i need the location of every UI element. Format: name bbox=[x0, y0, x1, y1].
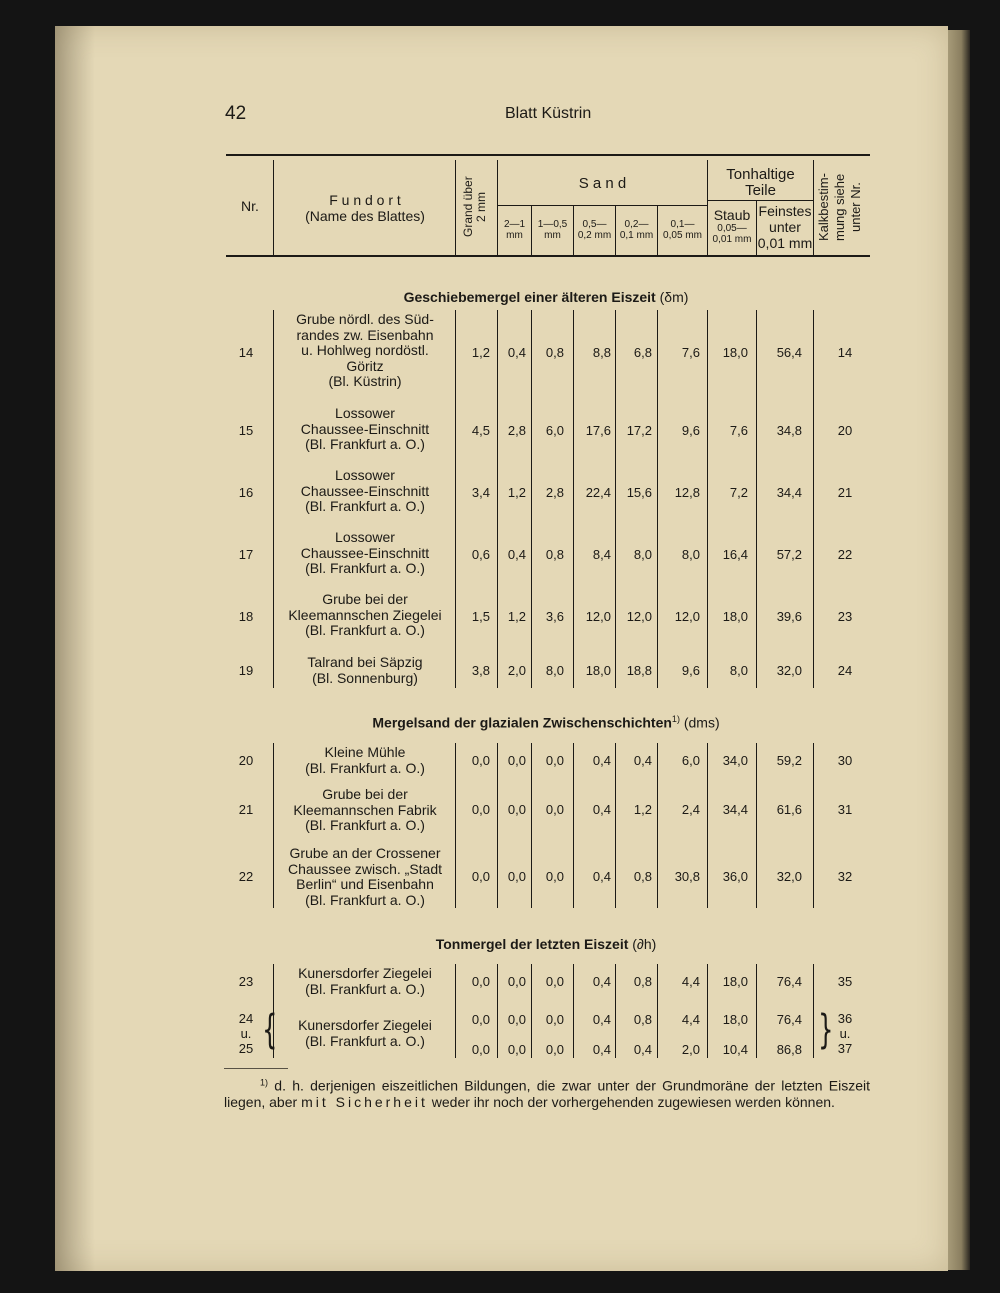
sand-col-header-unit: 0,1 mm bbox=[619, 230, 654, 241]
row-nr: 14 bbox=[238, 345, 254, 360]
col-tonhaltige-header-line-2: Teile bbox=[745, 182, 776, 199]
right-brace-icon: } bbox=[818, 1007, 834, 1053]
fundort-line: Kunersdorfer Ziegelei bbox=[298, 965, 432, 981]
value-cell: 0,0 bbox=[471, 753, 490, 768]
value-cell: 3,8 bbox=[471, 663, 490, 678]
section-title-geschiebemergel bbox=[226, 289, 866, 305]
value-cell: 0,0 bbox=[545, 869, 564, 884]
value-cell: 0,0 bbox=[507, 802, 526, 817]
value-cell: 1,2 bbox=[633, 802, 652, 817]
section-title-suffix: (∂h) bbox=[632, 936, 657, 952]
value-cell: 9,6 bbox=[681, 423, 700, 438]
fundort-line: Chaussee zwisch. „Stadt bbox=[287, 860, 443, 877]
row-fundort bbox=[276, 846, 454, 908]
left-brace-icon: { bbox=[262, 1007, 278, 1053]
fundort-line: Chaussee-Einschnitt bbox=[300, 420, 430, 437]
row-nr-connector: u. bbox=[240, 1026, 252, 1041]
value-cell: 1,5 bbox=[471, 609, 490, 624]
value-cell: 7,6 bbox=[681, 345, 700, 360]
footnote-mark: 1) bbox=[260, 1077, 269, 1087]
value-cell: 34,4 bbox=[776, 485, 802, 500]
col-staub-header-unit: 0,01 mm bbox=[712, 234, 752, 245]
fundort-line: Kunersdorfer Ziegelei bbox=[298, 1017, 432, 1033]
value-cell: 0,4 bbox=[592, 974, 611, 989]
sand-col-header-range: 0,1— bbox=[670, 219, 695, 230]
col-kalk-header bbox=[816, 160, 868, 254]
value-cell: 6,0 bbox=[545, 423, 564, 438]
fundort-line: (Bl. Frankfurt a. O.) bbox=[305, 817, 425, 833]
row-nr: 25 bbox=[238, 1041, 254, 1056]
column-rule bbox=[273, 310, 274, 688]
fundort-line: Chaussee-Einschnitt bbox=[300, 544, 430, 561]
value-cell: 0,8 bbox=[633, 1011, 652, 1027]
row-nr: 15 bbox=[238, 423, 254, 438]
kalk-ref: 22 bbox=[837, 547, 853, 562]
value-cell: 0,4 bbox=[592, 1011, 611, 1027]
value-cell: 0,8 bbox=[545, 345, 564, 360]
value-cell: 2,0 bbox=[507, 663, 526, 678]
fundort-line: Grube nördl. des Süd- bbox=[296, 311, 434, 327]
value-cell: 6,0 bbox=[681, 753, 700, 768]
value-cell: 12,0 bbox=[626, 609, 652, 624]
col-tonhaltige-header-line-1: Tonhaltige bbox=[726, 166, 795, 183]
footnote bbox=[224, 1074, 870, 1110]
value-cell: 32,0 bbox=[776, 869, 802, 884]
value-cell: 18,0 bbox=[722, 974, 748, 989]
kalk-ref: 21 bbox=[837, 485, 853, 500]
value-cell: 18,0 bbox=[722, 1011, 748, 1027]
fundort-line: Kleemannschen Fabrik bbox=[293, 801, 437, 818]
value-cell: 3,6 bbox=[545, 609, 564, 624]
footnote-text: weder ihr noch der vorhergehenden zugewiesen werden können. bbox=[431, 1093, 835, 1110]
row-nr: 19 bbox=[238, 663, 254, 678]
kalk-ref: 35 bbox=[837, 974, 853, 989]
sand-col-header bbox=[616, 219, 657, 241]
value-cell: 0,4 bbox=[633, 753, 652, 768]
kalk-ref: 36 bbox=[837, 1011, 853, 1026]
value-cell: 2,0 bbox=[681, 1041, 700, 1057]
fundort-line: Kleemannschen Ziegelei bbox=[288, 606, 442, 623]
value-cell: 39,6 bbox=[776, 609, 802, 624]
value-cell: 17,2 bbox=[626, 423, 652, 438]
footnote-emphasis: mit Sicherheit bbox=[301, 1093, 428, 1110]
sand-col-header-range: 1—0,5 bbox=[537, 219, 568, 230]
fundort-line: Kleine Mühle bbox=[324, 744, 406, 760]
row-fundort bbox=[276, 745, 454, 776]
col-fundort-header-line-2: (Name des Blattes) bbox=[305, 208, 425, 224]
value-cell: 18,0 bbox=[722, 609, 748, 624]
value-cell: 34,4 bbox=[722, 802, 748, 817]
value-cell: 0,4 bbox=[592, 1041, 611, 1057]
col-fundort-header-line-1: F u n d o r t bbox=[329, 192, 401, 208]
sand-col-header-unit: 0,2 mm bbox=[577, 230, 612, 241]
value-cell: 61,6 bbox=[776, 802, 802, 817]
value-cell: 0,0 bbox=[545, 974, 564, 989]
head-divider bbox=[273, 160, 274, 255]
value-cell: 76,4 bbox=[776, 1011, 802, 1027]
value-cell: 36,0 bbox=[722, 869, 748, 884]
col-feinstes-header bbox=[757, 203, 813, 251]
value-cell: 6,8 bbox=[633, 345, 652, 360]
col-grand-header bbox=[462, 164, 494, 250]
value-cell: 4,4 bbox=[681, 1011, 700, 1027]
column-rule bbox=[813, 743, 814, 908]
value-cell: 9,6 bbox=[681, 663, 700, 678]
fundort-line: Grube bei der bbox=[322, 591, 408, 607]
table-top-rule bbox=[226, 154, 870, 156]
row-nr: 24 bbox=[238, 1011, 254, 1026]
row-fundort bbox=[276, 406, 454, 453]
fundort-line: (Bl. Frankfurt a. O.) bbox=[305, 498, 425, 514]
fundort-line: (Bl. Frankfurt a. O.) bbox=[305, 980, 425, 997]
value-cell: 8,0 bbox=[545, 663, 564, 678]
kalk-ref: 30 bbox=[837, 753, 853, 768]
column-rule bbox=[273, 743, 274, 908]
value-cell: 86,8 bbox=[776, 1041, 802, 1057]
col-feinstes-header-line-2: unter bbox=[769, 219, 801, 235]
value-cell: 4,5 bbox=[471, 423, 490, 438]
fundort-line: Göritz bbox=[346, 357, 384, 374]
col-tonhaltige-header bbox=[708, 167, 813, 199]
kalk-ref: 32 bbox=[837, 869, 853, 884]
value-cell: 0,0 bbox=[471, 802, 490, 817]
running-title: Blatt Küstrin bbox=[505, 105, 592, 122]
kalk-ref: 14 bbox=[837, 345, 853, 360]
footnote-reference: 1 bbox=[671, 714, 677, 724]
page-binding-shadow bbox=[55, 26, 95, 1271]
col-fundort-header bbox=[276, 192, 454, 224]
value-cell: 2,8 bbox=[545, 485, 564, 500]
fundort-line: Lossower bbox=[335, 405, 395, 421]
page-edge bbox=[948, 30, 970, 1270]
value-cell: 0,8 bbox=[633, 869, 652, 884]
table-head-bottom-rule bbox=[226, 255, 870, 257]
value-cell: 0,6 bbox=[471, 547, 490, 562]
row-nr: 18 bbox=[238, 609, 254, 624]
fundort-line: Lossower bbox=[335, 529, 395, 545]
fundort-line: Lossower bbox=[335, 467, 395, 483]
fundort-line: Grube bei der bbox=[322, 786, 408, 802]
value-cell: 1,2 bbox=[507, 609, 526, 624]
kalk-ref-group bbox=[830, 1011, 860, 1056]
value-cell: 12,0 bbox=[674, 609, 700, 624]
fundort-line: Berlin“ und Eisenbahn bbox=[296, 876, 434, 892]
fundort-line: Talrand bei Säpzig bbox=[307, 654, 423, 670]
col-kalk-header-line-1: Kalkbestim- bbox=[816, 173, 831, 241]
value-cell: 0,8 bbox=[633, 974, 652, 989]
sand-col-header bbox=[532, 219, 573, 241]
value-cell: 57,2 bbox=[776, 547, 802, 562]
value-cell: 30,8 bbox=[674, 869, 700, 884]
value-cell: 0,0 bbox=[507, 1041, 526, 1057]
fundort-line: u. Hohlweg nordöstl. bbox=[301, 342, 429, 358]
head-divider bbox=[455, 160, 456, 255]
section-title-text: Tonmergel der letzten Eiszeit bbox=[435, 936, 629, 952]
col-staub-header-label: Staub bbox=[713, 207, 751, 223]
value-cell: 18,8 bbox=[626, 663, 652, 678]
head-divider bbox=[813, 160, 814, 255]
sand-col-header bbox=[658, 219, 707, 241]
value-cell: 7,6 bbox=[729, 423, 748, 438]
value-cell: 0,8 bbox=[545, 547, 564, 562]
section-title-text: Mergelsand der glazialen Zwischenschichten bbox=[372, 714, 672, 731]
col-nr-header: Nr. bbox=[241, 198, 259, 214]
column-rule bbox=[813, 310, 814, 688]
kalk-ref: 23 bbox=[837, 609, 853, 624]
col-grand-header-line-1: Grand über bbox=[461, 176, 475, 238]
value-cell: 8,0 bbox=[681, 547, 700, 562]
page-number: 42 bbox=[225, 103, 247, 124]
section-title-text: Geschiebemergel einer älteren Eiszeit bbox=[403, 289, 656, 305]
sand-col-header bbox=[498, 219, 531, 241]
row-nr: 17 bbox=[238, 547, 254, 562]
value-cell: 4,4 bbox=[681, 974, 700, 989]
row-fundort bbox=[276, 468, 454, 515]
value-cell: 8,0 bbox=[729, 663, 748, 678]
value-cell: 0,0 bbox=[507, 869, 526, 884]
value-cell: 0,0 bbox=[507, 753, 526, 768]
value-cell: 34,0 bbox=[722, 753, 748, 768]
section-title-suffix: (δm) bbox=[659, 289, 689, 305]
value-cell: 8,0 bbox=[633, 547, 652, 562]
row-fundort bbox=[276, 655, 454, 686]
kalk-ref-connector: u. bbox=[839, 1026, 851, 1041]
fundort-line: (Bl. Frankfurt a. O.) bbox=[305, 436, 425, 452]
fundort-line: (Bl. Küstrin) bbox=[328, 373, 402, 389]
group-fundort bbox=[276, 1018, 454, 1049]
ton-subheader-rule bbox=[708, 200, 813, 201]
value-cell: 15,6 bbox=[626, 485, 652, 500]
fundort-line: (Bl. Frankfurt a. O.) bbox=[305, 622, 425, 638]
row-fundort bbox=[276, 312, 454, 390]
footnote-text: d. h. derjenigen eiszeitlichen Bildungen, die zwar unter der Grundmoräne der letzten Eiszeit liegen, aber bbox=[224, 1077, 871, 1110]
sand-col-header-unit: mm bbox=[506, 230, 523, 241]
value-cell: 76,4 bbox=[776, 974, 802, 989]
sand-col-header-range: 0,2— bbox=[624, 219, 649, 230]
sand-col-header-unit: mm bbox=[544, 230, 561, 241]
sand-col-header-range: 2—1 bbox=[503, 219, 526, 230]
value-cell: 18,0 bbox=[585, 663, 611, 678]
value-cell: 0,4 bbox=[633, 1041, 652, 1057]
row-nr: 16 bbox=[238, 485, 254, 500]
fundort-line: (Bl. Frankfurt a. O.) bbox=[305, 560, 425, 576]
value-cell: 12,8 bbox=[674, 485, 700, 500]
kalk-ref: 24 bbox=[837, 663, 853, 678]
section-title-mergelsand: Mergelsand der glazialen Zwischenschichten$^{1)}$ (dms) bbox=[372, 714, 720, 731]
value-cell: 0,0 bbox=[471, 869, 490, 884]
value-cell: 16,4 bbox=[722, 547, 748, 562]
row-fundort bbox=[276, 530, 454, 577]
value-cell: 8,8 bbox=[592, 345, 611, 360]
value-cell: 0,0 bbox=[545, 753, 564, 768]
value-cell: 0,4 bbox=[507, 345, 526, 360]
fundort-line: (Bl. Sonnenburg) bbox=[312, 669, 418, 686]
fundort-line: randes zw. Eisenbahn bbox=[296, 326, 434, 343]
row-nr: 21 bbox=[238, 802, 254, 817]
fundort-line: Chaussee-Einschnitt bbox=[300, 482, 430, 499]
value-cell: 56,4 bbox=[776, 345, 802, 360]
sand-col-header-unit: 0,05 mm bbox=[663, 230, 702, 241]
sand-col-header bbox=[574, 219, 615, 241]
value-cell: 17,6 bbox=[585, 423, 611, 438]
col-kalk-header-line-2: mung siehe bbox=[832, 173, 847, 241]
fundort-line: (Bl. Frankfurt a. O.) bbox=[305, 759, 425, 776]
value-cell: 32,0 bbox=[776, 663, 802, 678]
value-cell: 59,2 bbox=[776, 753, 802, 768]
col-grand-header-line-2: 2 mm bbox=[474, 192, 488, 222]
kalk-ref: 20 bbox=[837, 423, 853, 438]
col-kalk-header-line-3: unter Nr. bbox=[848, 182, 863, 232]
value-cell: 0,4 bbox=[592, 753, 611, 768]
footnote-rule bbox=[224, 1068, 288, 1069]
row-nr-group bbox=[236, 1011, 256, 1056]
value-cell: 22,4 bbox=[585, 485, 611, 500]
section-title-tonmergel bbox=[226, 936, 866, 952]
value-cell: 34,8 bbox=[776, 423, 802, 438]
row-fundort bbox=[276, 592, 454, 639]
row-fundort bbox=[276, 966, 454, 997]
row-nr: 20 bbox=[238, 753, 254, 768]
col-staub-header-range: 0,05— bbox=[717, 223, 747, 234]
col-feinstes-header-line-3: 0,01 mm bbox=[757, 235, 813, 251]
kalk-ref: 31 bbox=[837, 802, 853, 817]
value-cell: 1,2 bbox=[507, 485, 526, 500]
value-cell: 1,2 bbox=[471, 345, 490, 360]
value-cell: 0,0 bbox=[507, 1011, 526, 1027]
value-cell: 0,0 bbox=[545, 1011, 564, 1027]
value-cell: 0,0 bbox=[471, 1011, 490, 1027]
value-cell: 0,0 bbox=[545, 802, 564, 817]
value-cell: 8,4 bbox=[592, 547, 611, 562]
col-sand-header: S a n d bbox=[578, 175, 627, 192]
value-cell: 12,0 bbox=[585, 609, 611, 624]
value-cell: 2,8 bbox=[507, 423, 526, 438]
value-cell: 0,0 bbox=[507, 974, 526, 989]
kalk-ref: 37 bbox=[837, 1041, 853, 1056]
value-cell: 0,4 bbox=[592, 802, 611, 817]
row-nr: 22 bbox=[238, 869, 254, 884]
value-cell: 2,4 bbox=[681, 802, 700, 817]
value-cell: 0,0 bbox=[471, 974, 490, 989]
row-fundort bbox=[276, 787, 454, 834]
value-cell: 0,4 bbox=[507, 547, 526, 562]
value-cell: 10,4 bbox=[722, 1041, 748, 1057]
sand-subheader-rule bbox=[498, 205, 708, 206]
column-rule bbox=[813, 964, 814, 1058]
sand-col-header-range: 0,5— bbox=[582, 219, 607, 230]
row-nr: 23 bbox=[238, 974, 254, 989]
col-feinstes-header-line-1: Feinstes bbox=[758, 203, 812, 219]
value-cell: 0,0 bbox=[471, 1041, 490, 1057]
value-cell: 7,2 bbox=[729, 485, 748, 500]
value-cell: 3,4 bbox=[471, 485, 490, 500]
fundort-line: (Bl. Frankfurt a. O.) bbox=[305, 1032, 425, 1049]
fundort-line: Grube an der Crossener bbox=[289, 845, 441, 861]
value-cell: 0,0 bbox=[545, 1041, 564, 1057]
value-cell: 0,4 bbox=[592, 869, 611, 884]
col-staub-header bbox=[708, 207, 756, 245]
fundort-line: (Bl. Frankfurt a. O.) bbox=[305, 891, 425, 908]
value-cell: 18,0 bbox=[722, 345, 748, 360]
section-title-suffix: (dms) bbox=[683, 714, 720, 731]
